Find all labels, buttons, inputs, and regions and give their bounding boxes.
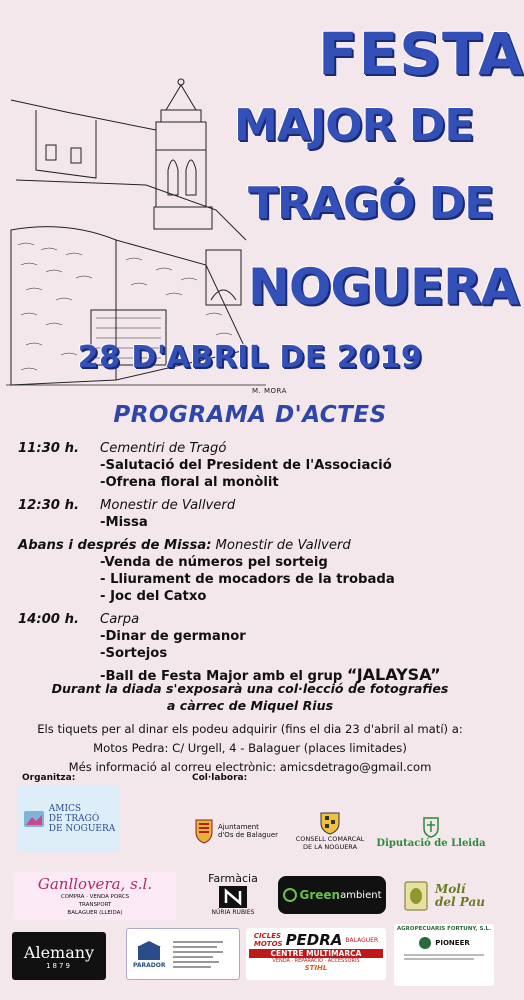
ajuntament-text-2: d'Os de Balaguer <box>217 831 279 839</box>
program-place: Monestir de Vallverd <box>100 498 236 513</box>
artist-signature: M. MORA <box>252 387 287 395</box>
program-place: Cementiri de Tragó <box>100 441 227 456</box>
moli-text-1: Molí <box>435 882 466 896</box>
organizer-text-2: DE TRAGÓ <box>48 814 100 824</box>
program-title: PROGRAMA D'ACTES <box>113 402 387 428</box>
band-item-text: -Ball de Festa Major amb el grup <box>100 669 347 684</box>
info-line-3: Més informació al correu electrònic: amicsdetrago@gmail.com <box>68 760 432 774</box>
ganllovera-text-2: TRANSPORT <box>78 902 112 908</box>
organiza-label: Organitza: <box>22 773 76 783</box>
ticket-info <box>0 720 500 777</box>
colabora-label: Col·labora: <box>192 773 248 783</box>
moli-text-2: del Pau <box>435 895 485 909</box>
coat-of-arms-icon <box>194 818 214 844</box>
pedra-town: BALAGUER <box>345 936 379 944</box>
program-block-1 <box>18 440 488 457</box>
ajuntament-text-1: Ajuntament <box>217 823 259 831</box>
event-date: 28 D'ABRIL DE 2019 <box>77 340 423 375</box>
consell-text-2: DE LA NOGUERA <box>302 843 358 851</box>
organizer-text-3: DE NOGUERA <box>48 824 116 834</box>
exhibition-note <box>0 680 500 714</box>
pedra-centre: CENTRE MULTIMARCA <box>249 949 383 958</box>
program-item: -Dinar de germanor <box>100 629 246 644</box>
parador-text: PARADOR <box>133 961 166 969</box>
pedra-name: PEDRA <box>285 931 343 949</box>
program-time: 12:30 h. <box>18 498 79 513</box>
green-text: Green <box>299 888 341 902</box>
ajuntament-logo <box>190 805 282 857</box>
parador-logo <box>126 928 240 980</box>
title-line-1: FESTA <box>318 20 524 88</box>
diputacio-logo <box>372 808 490 856</box>
pedra-motos: MOTOS <box>253 940 283 948</box>
alemany-year: 1879 <box>46 961 72 970</box>
ganllovera-name: Ganllovera, s.l. <box>37 875 153 893</box>
program-list <box>18 440 488 685</box>
diputacio-text: Diputació de Lleida <box>376 837 486 849</box>
program-item: -Sortejos <box>100 646 168 661</box>
parador-building-icon <box>136 940 162 962</box>
note-line-2: a càrrec de Miquel Rius <box>166 698 334 713</box>
organizer-text-1: AMICS <box>48 804 82 814</box>
program-item: -Ofrena floral al monòlit <box>100 475 279 490</box>
farmacia-logo <box>196 866 270 922</box>
alemany-logo <box>12 932 106 980</box>
organizer-logo <box>18 786 120 852</box>
program-time: 11:30 h. <box>18 441 79 456</box>
ganllovera-text-1: COMPRA · VENDA PORCS <box>60 894 130 900</box>
pioneer-brand: PIONEER <box>435 939 470 947</box>
fortuny-emblem-icon <box>418 936 432 950</box>
info-line-2: Motos Pedra: C/ Urgell, 4 - Balaguer (places limitades) <box>93 741 407 755</box>
fortuny-name: AGROPECUARIS FORTUNY, S.L. <box>396 926 492 932</box>
ambient-text: ambient <box>340 889 382 901</box>
info-line-1: Els tiquets per al dinar els podeu adquirir (fins el dia 23 d'abril al matí) a: <box>37 722 463 736</box>
title-line-4: NOGUERA <box>248 258 519 316</box>
poster-header <box>0 0 524 400</box>
consell-shield-icon <box>319 811 341 835</box>
program-block-2 <box>18 497 488 514</box>
program-item: -Venda de números pel sorteig <box>100 555 328 570</box>
moli-del-pau-logo <box>396 872 492 920</box>
stihl-brand: STIHL <box>304 964 328 972</box>
note-line-1: Durant la diada s'exposarà una col·lecció de fotografies <box>51 681 449 696</box>
program-item: - Joc del Catxo <box>100 589 207 604</box>
consell-text-1: CONSELL COMARCAL <box>295 835 365 843</box>
greenambient-logo <box>278 876 386 914</box>
pedra-cicles: CICLES <box>253 932 282 940</box>
program-place: Monestir de Vallverd <box>215 538 351 553</box>
program-time: 14:00 h. <box>18 612 79 627</box>
farmacia-title: Farmàcia <box>208 872 258 885</box>
pedra-services: VENDA · REPARACIÓ · ACCESSORIS <box>272 958 360 964</box>
alemany-name: Alemany <box>23 942 95 962</box>
title-line-2: MAJOR DE <box>234 100 474 151</box>
program-block-4 <box>18 611 488 628</box>
program-place: Carpa <box>100 612 140 627</box>
fortuny-logo <box>394 924 494 986</box>
diputacio-crest-icon <box>422 816 440 838</box>
program-item: -Missa <box>100 515 148 530</box>
farmacia-monogram-icon <box>218 885 248 909</box>
olive-bottle-icon <box>403 880 429 912</box>
ganllovera-text-3: BALAGUER (LLEIDA) <box>67 910 123 916</box>
program-item: - Lliurament de mocadors de la trobada <box>100 572 395 587</box>
pedra-logo <box>246 928 386 980</box>
ganllovera-logo <box>14 872 176 920</box>
leaf-icon <box>283 888 297 902</box>
consell-comarcal-logo <box>290 805 370 857</box>
band-name: “JALAYSA” <box>346 665 441 684</box>
program-block-3 <box>18 537 488 554</box>
program-time: Abans i després de Missa: <box>18 538 212 553</box>
organizer-emblem-icon <box>23 808 45 830</box>
title-line-3: TRAGÓ DE <box>248 178 494 229</box>
farmacia-subtitle: NÚRIA RUBIES <box>211 909 255 916</box>
program-item: -Salutació del President de l'Associació <box>100 458 392 473</box>
